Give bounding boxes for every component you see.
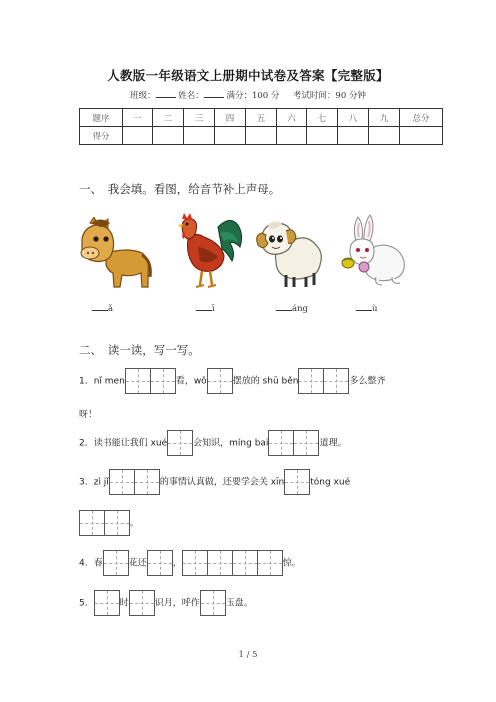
table-cell: 总分	[400, 109, 443, 127]
table-cell: 六	[277, 109, 307, 127]
pinyin-blank-sheep[interactable]: áng	[276, 302, 308, 314]
question-1: 1．nǐ men 看，wǒ 摆放的 shū běn 多么整齐	[79, 368, 385, 394]
table-cell: 得分	[80, 127, 123, 145]
sheep-icon	[256, 217, 326, 289]
question-2: 2．读书能让我们 xué 会知识，míng bai 道理。	[79, 430, 346, 456]
score-table	[79, 108, 443, 145]
name-label: 姓名：	[178, 91, 204, 101]
table-cell: 四	[215, 109, 246, 127]
rabbit-icon	[336, 213, 408, 287]
horse-icon	[76, 217, 156, 289]
writing-grid[interactable]	[103, 550, 129, 576]
exam-time: 考试时间：90 分钟	[292, 91, 366, 101]
score-cell[interactable]	[400, 127, 443, 145]
writing-grid[interactable]	[182, 550, 283, 576]
writing-grid[interactable]	[79, 510, 130, 536]
score-cell[interactable]	[184, 127, 215, 145]
score-table-header-row	[80, 109, 443, 127]
score-table-score-row	[80, 127, 443, 145]
table-cell: 五	[246, 109, 277, 127]
writing-grid[interactable]	[125, 368, 176, 394]
writing-grid[interactable]	[167, 430, 193, 456]
question-3: 3．zì jǐ 的事情认真做，还要学会关 xīn tóng xué	[79, 469, 350, 495]
table-cell: 九	[369, 109, 400, 127]
score-cell[interactable]	[123, 127, 153, 145]
score-cell[interactable]	[277, 127, 307, 145]
score-cell[interactable]	[338, 127, 369, 145]
writing-grid[interactable]	[147, 550, 173, 576]
writing-grid[interactable]	[94, 590, 120, 616]
pinyin-blank-horse[interactable]: ǎ	[92, 302, 113, 314]
score-cell[interactable]	[307, 127, 338, 145]
table-cell: 题序	[80, 109, 123, 127]
writing-grid[interactable]	[200, 590, 226, 616]
class-blank[interactable]	[156, 89, 176, 98]
writing-grid[interactable]	[298, 368, 349, 394]
table-cell: 一	[123, 109, 153, 127]
section2-heading: 二、 读一读，写一写。	[79, 343, 200, 357]
rooster-icon	[174, 213, 244, 291]
exam-info	[0, 89, 496, 101]
writing-grid[interactable]	[207, 368, 233, 394]
writing-grid[interactable]	[268, 430, 319, 456]
full-score: 满分：100 分	[226, 91, 280, 101]
question-5: 5． 时 识月，呼作 玉盘。	[79, 590, 253, 616]
writing-grid[interactable]	[284, 469, 310, 495]
question-3-continued: 。	[79, 510, 139, 536]
score-cell[interactable]	[246, 127, 277, 145]
question-4: 4．春 花还 ， 惊。	[79, 550, 301, 576]
name-blank[interactable]	[204, 89, 224, 98]
pinyin-blank-rooster[interactable]: ī	[196, 302, 215, 314]
writing-grid[interactable]	[129, 590, 155, 616]
class-label: 班级：	[130, 91, 156, 101]
score-cell[interactable]	[153, 127, 184, 145]
section1-heading: 一、 我会填。看图，给音节补上声母。	[79, 182, 281, 196]
score-cell[interactable]	[215, 127, 246, 145]
table-cell: 七	[307, 109, 338, 127]
table-cell: 二	[153, 109, 184, 127]
score-cell[interactable]	[369, 127, 400, 145]
table-cell: 三	[184, 109, 215, 127]
question-1-continued: 呀！	[79, 410, 98, 420]
writing-grid[interactable]	[109, 469, 160, 495]
page-number: 1 / 5	[238, 650, 258, 660]
table-cell: 八	[338, 109, 369, 127]
pinyin-blank-rabbit[interactable]: ù	[356, 302, 377, 314]
page-title: 人教版一年级语文上册期中试卷及答案【完整版】	[107, 68, 389, 83]
